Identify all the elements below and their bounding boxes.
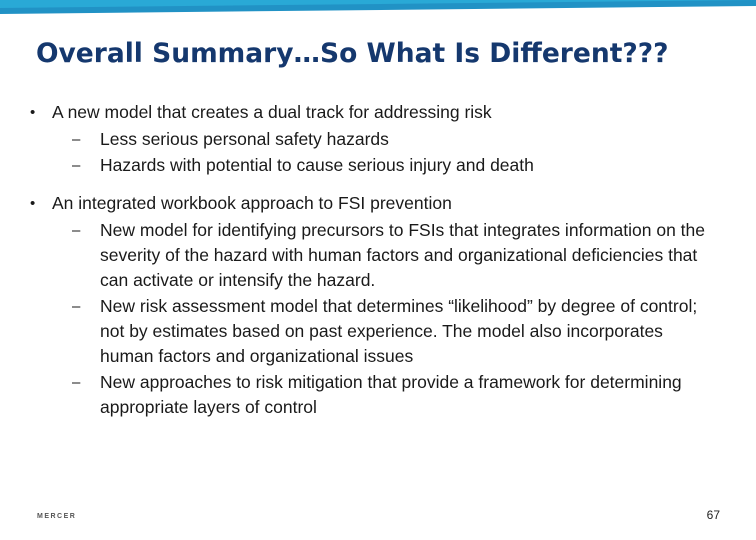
bullet-item (28, 100, 718, 178)
mercer-logo: MERCER (37, 513, 77, 520)
sub-bullet-item (52, 218, 718, 293)
sub-bullet-mark: – (72, 374, 81, 391)
sub-bullet-list (52, 127, 718, 178)
sub-bullet-item (52, 294, 718, 369)
slide-body (28, 100, 718, 420)
bullet-item (28, 191, 718, 420)
sub-bullet-item (52, 153, 718, 178)
sub-bullet-text: New approaches to risk mitigation that provide a framework for determining appropriate layers of control (100, 372, 682, 417)
bullet-mark: • (30, 104, 36, 121)
sub-bullet-text: New risk assessment model that determines “likelihood” by degree of control; not by estimates based on past experience. The model also incorporates human factors and organizational issues (100, 296, 698, 366)
sub-bullet-list (52, 218, 718, 420)
sub-bullet-item (52, 127, 718, 152)
header-band-graphic (0, 0, 756, 20)
sub-bullet-mark: – (72, 222, 81, 239)
sub-bullet-mark: – (72, 298, 81, 315)
sub-bullet-mark: – (72, 157, 81, 174)
header-band (0, 0, 756, 20)
sub-bullet-text: Less serious personal safety hazards (100, 129, 389, 149)
bullet-mark: • (30, 195, 36, 212)
sub-bullet-mark: – (72, 131, 81, 148)
sub-bullet-text: New model for identifying precursors to FSIs that integrates information on the severity of the hazard with human factors and organizational deficiencies that can activate or intensify the hazard. (100, 220, 706, 290)
sub-bullet-item (52, 370, 718, 420)
bullet-text: An integrated workbook approach to FSI prevention (52, 193, 452, 213)
bullet-text: A new model that creates a dual track for addressing risk (52, 102, 492, 122)
slide-title: Overall Summary…So What Is Different??? (36, 38, 669, 69)
sub-bullet-text: Hazards with potential to cause serious injury and death (100, 155, 534, 175)
page-number: 67 (706, 508, 720, 522)
